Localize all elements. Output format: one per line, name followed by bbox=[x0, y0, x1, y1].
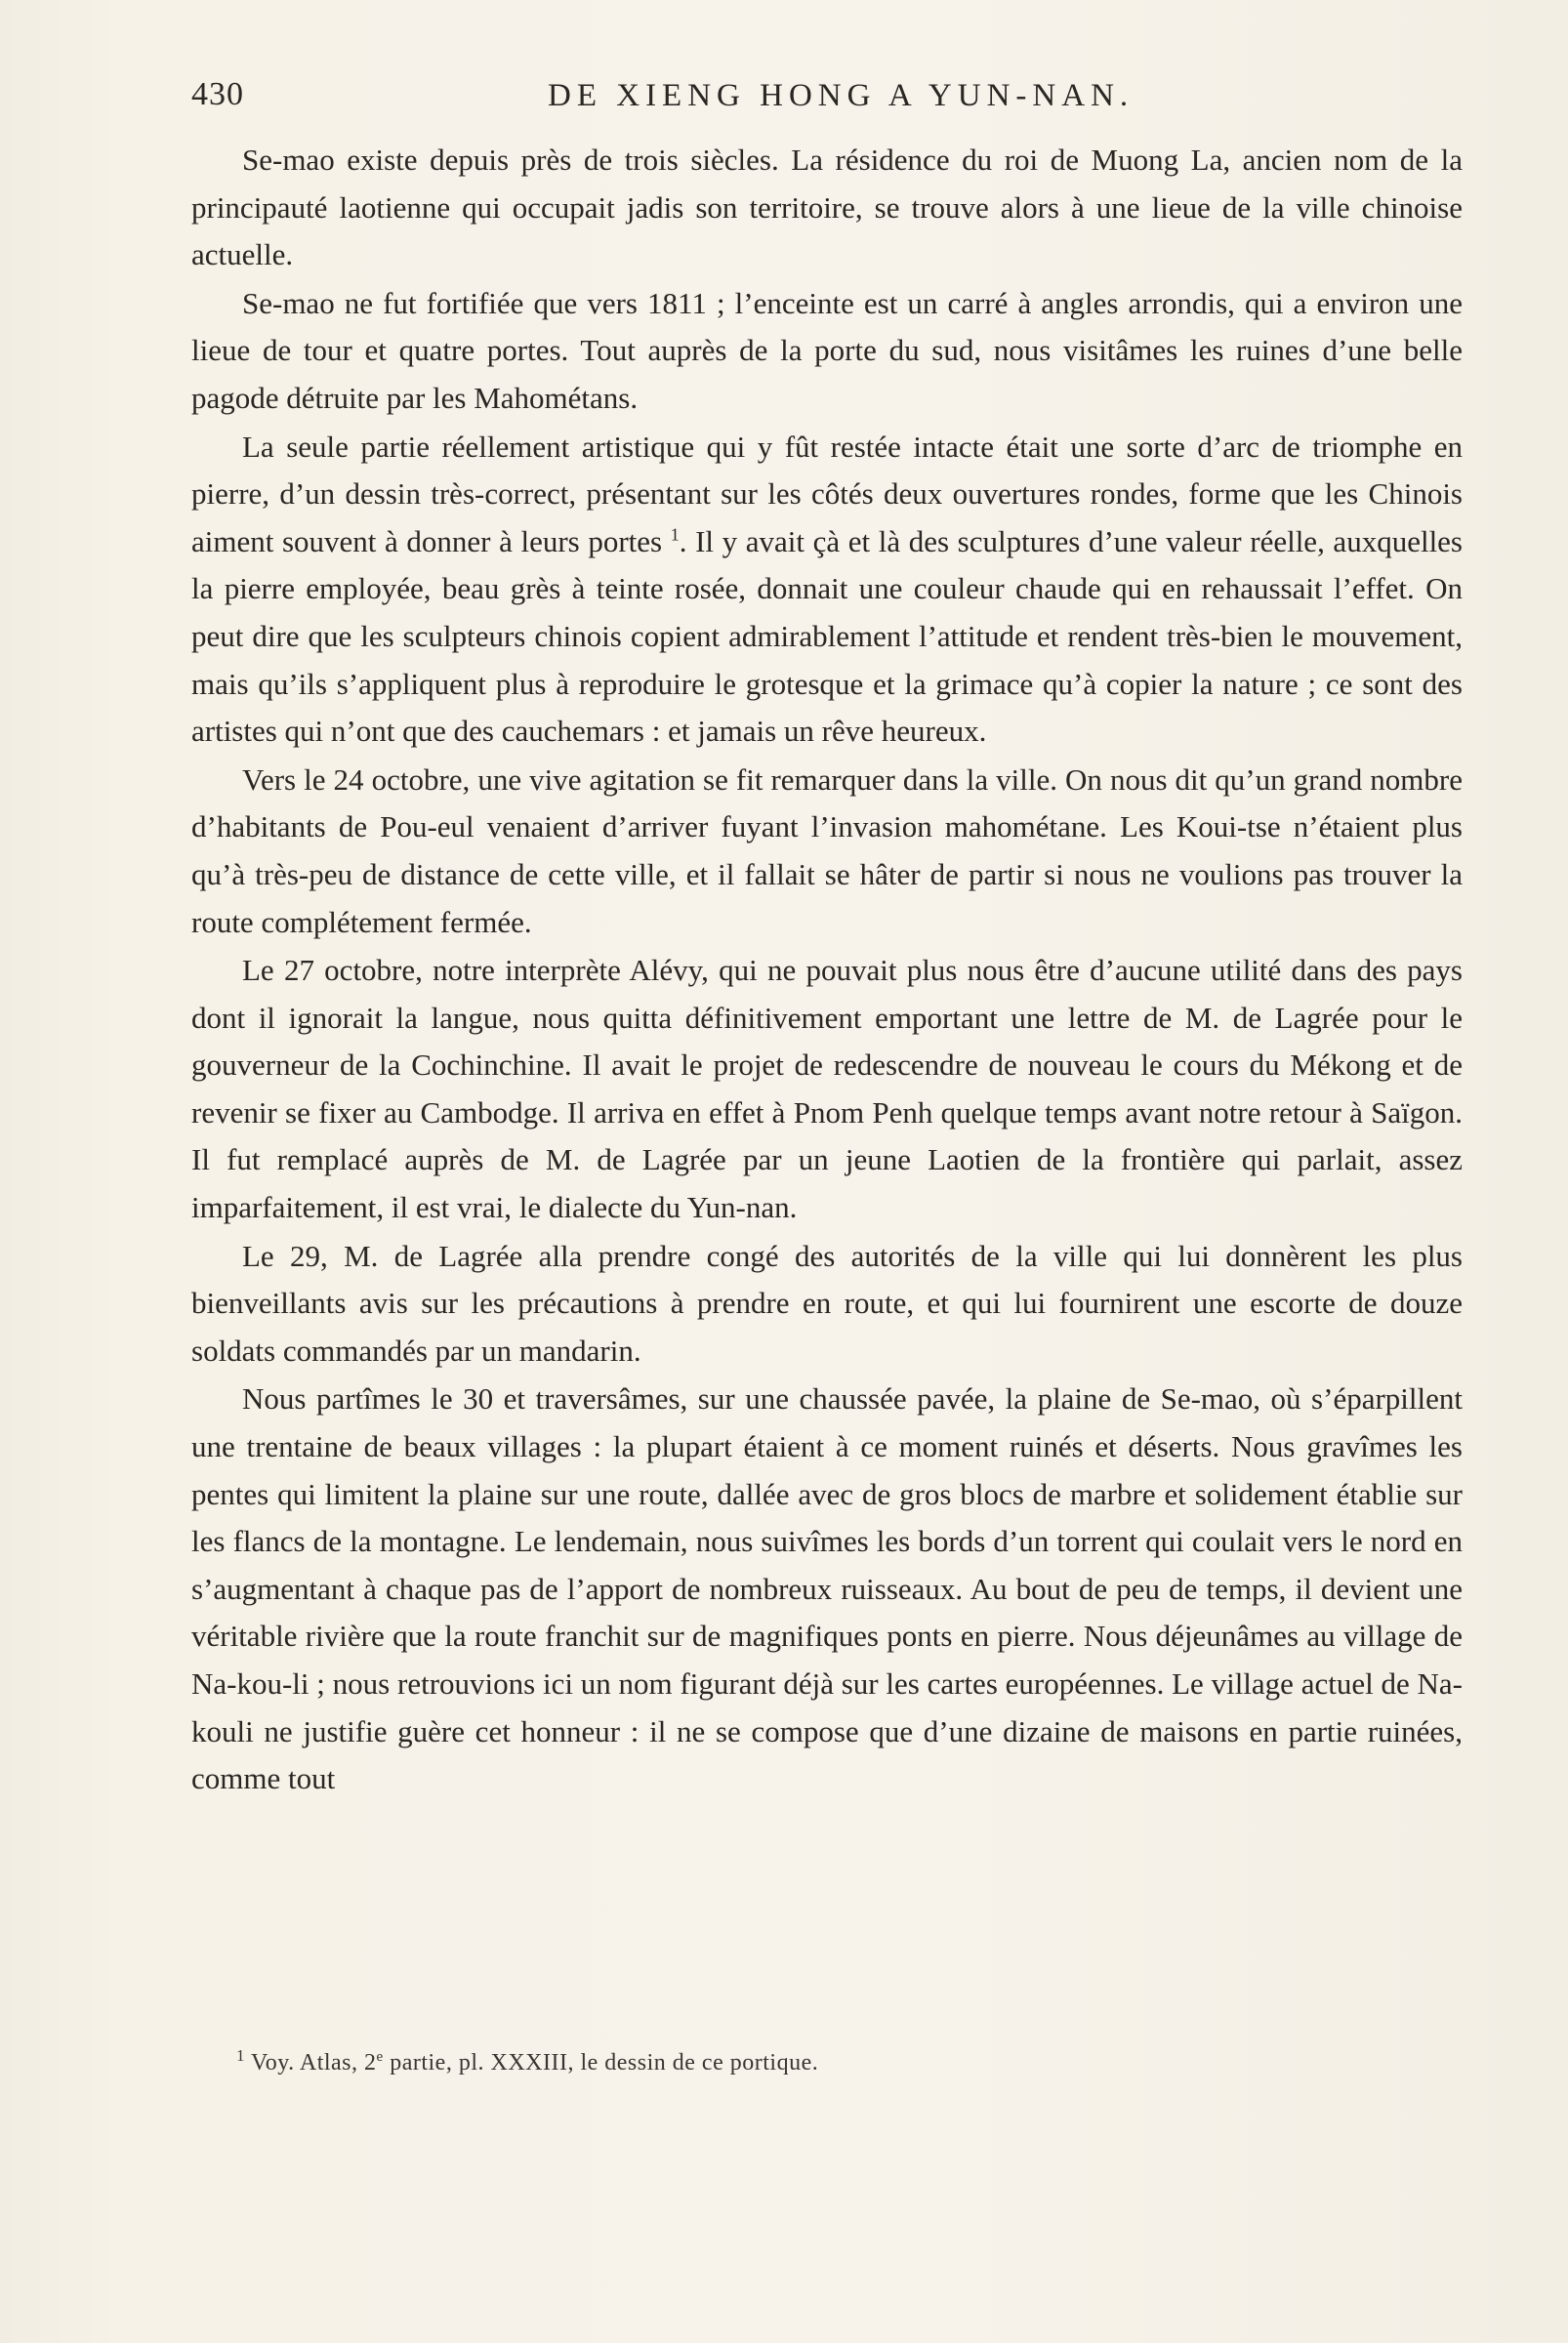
paragraph-text: . Il y avait çà et là des sculptures d’une valeur réelle, auxquelles la pierre employée, beau grès à teinte rosée, donnait une couleur chaude qui en rehaussait l’effet. On peut dire que les sculpteurs chinois copient admirablement l’attitude et rendent très-bien le mouvement, mais qu’ils s’appliquent plus à reproduire le grotesque et la grimace qu’à copier la nature ; ce sont des artistes qui n’ont que des cauchemars : et jamais un rêve heureux. bbox=[191, 523, 1463, 749]
paragraph: Vers le 24 octobre, une vive agitation se fit remarquer dans la ville. On nous dit qu’un grand nombre d’habitants de Pou-eul venaient d’arriver fuyant l’invasion mahométane. Les Koui-tse n’étaient plus qu’à très-peu de distance de cette ville, et il fallait se hâter de partir si nous ne voulions pas trouver la route complétement fermée. bbox=[191, 761, 1463, 939]
footnote-superscript: e bbox=[376, 2049, 384, 2065]
main-text bbox=[191, 137, 1463, 1803]
footnote bbox=[236, 2046, 1408, 2076]
paragraph: Le 29, M. de Lagrée alla prendre congé des autorités de la ville qui lui donnèrent les plus bienveillants avis sur les précautions à prendre en route, et qui lui fournirent une escorte de douze soldats commandés par un mandarin. bbox=[191, 1238, 1463, 1368]
running-title: DE XIENG HONG A YUN-NAN. bbox=[548, 78, 1135, 113]
footnote-mark: 1 bbox=[236, 2046, 245, 2065]
paragraph-text: La seule partie réellement artistique qui y fût restée intacte était une sorte d’arc de triomphe en pierre, d’un dessin très-correct, présentant sur les côtés deux ouvertures rondes, forme que les Chinois aiment souvent à donner à leurs portes bbox=[191, 429, 1463, 558]
paragraph: Nous partîmes le 30 et traversâmes, sur une chaussée pavée, la plaine de Se-mao, où s’éparpillent une trentaine de beaux villages : la plupart étaient à ce moment ruinés et déserts. Nous gravîmes les pentes qui limitent la plaine sur une route, dallée avec de gros blocs de marbre et solidement établie sur les flancs de la montagne. Le lendemain, nous suivîmes les bords d’un torrent qui coulait vers le nord en s’augmentant à chaque pas de l’apport de nombreux ruisseaux. Au bout de peu de temps, il devient une véritable rivière que la route franchit sur de magnifiques ponts en pierre. Nous déjeunâmes au village de Na-kou-li ; nous retrouvions ici un nom figurant déjà sur les cartes européennes. Le village actuel de Na-kouli ne justifie guère cet honneur : il ne se compose que d’une dizaine de maisons en partie ruinées, comme tout bbox=[191, 1381, 1463, 1796]
page-number: 430 bbox=[191, 76, 244, 112]
page-header bbox=[191, 76, 1461, 125]
paragraph: Se-mao ne fut fortifiée que vers 1811 ; l’enceinte est un carré à angles arrondis, qui a environ une lieue de tour et quatre portes. Tout auprès de la porte du sud, nous visitâmes les ruines d’une belle pagode détruite par les Mahométans. bbox=[191, 285, 1463, 415]
footnote-reference: 1 bbox=[670, 524, 680, 545]
paragraph: Se-mao existe depuis près de trois siècles. La résidence du roi de Muong La, ancien nom de la principauté laotienne qui occupait jadis son territoire, se trouve alors à une lieue de la ville chinoise actuelle. bbox=[191, 143, 1463, 272]
paragraph: Le 27 octobre, notre interprète Alévy, qui ne pouvait plus nous être d’aucune utilité dans des pays dont il ignorait la langue, nous quitta définitivement emportant une lettre de M. de Lagrée pour le gouverneur de la Cochinchine. Il avait le projet de redescendre de nouveau le cours du Mékong et de revenir se fixer au Cambodge. Il arriva en effet à Pnom Penh quelque temps avant notre retour à Saïgon. Il fut remplacé auprès de M. de Lagrée par un jeune Laotien de la frontière qui parlait, assez imparfaitement, il est vrai, le dialecte du Yun-nan. bbox=[191, 953, 1463, 1225]
paragraph-with-note bbox=[191, 424, 1463, 756]
footnote-text: Voy. Atlas, 2 bbox=[251, 2050, 377, 2076]
footnote-text: partie, pl. XXXIII, le dessin de ce portique. bbox=[383, 2050, 819, 2076]
